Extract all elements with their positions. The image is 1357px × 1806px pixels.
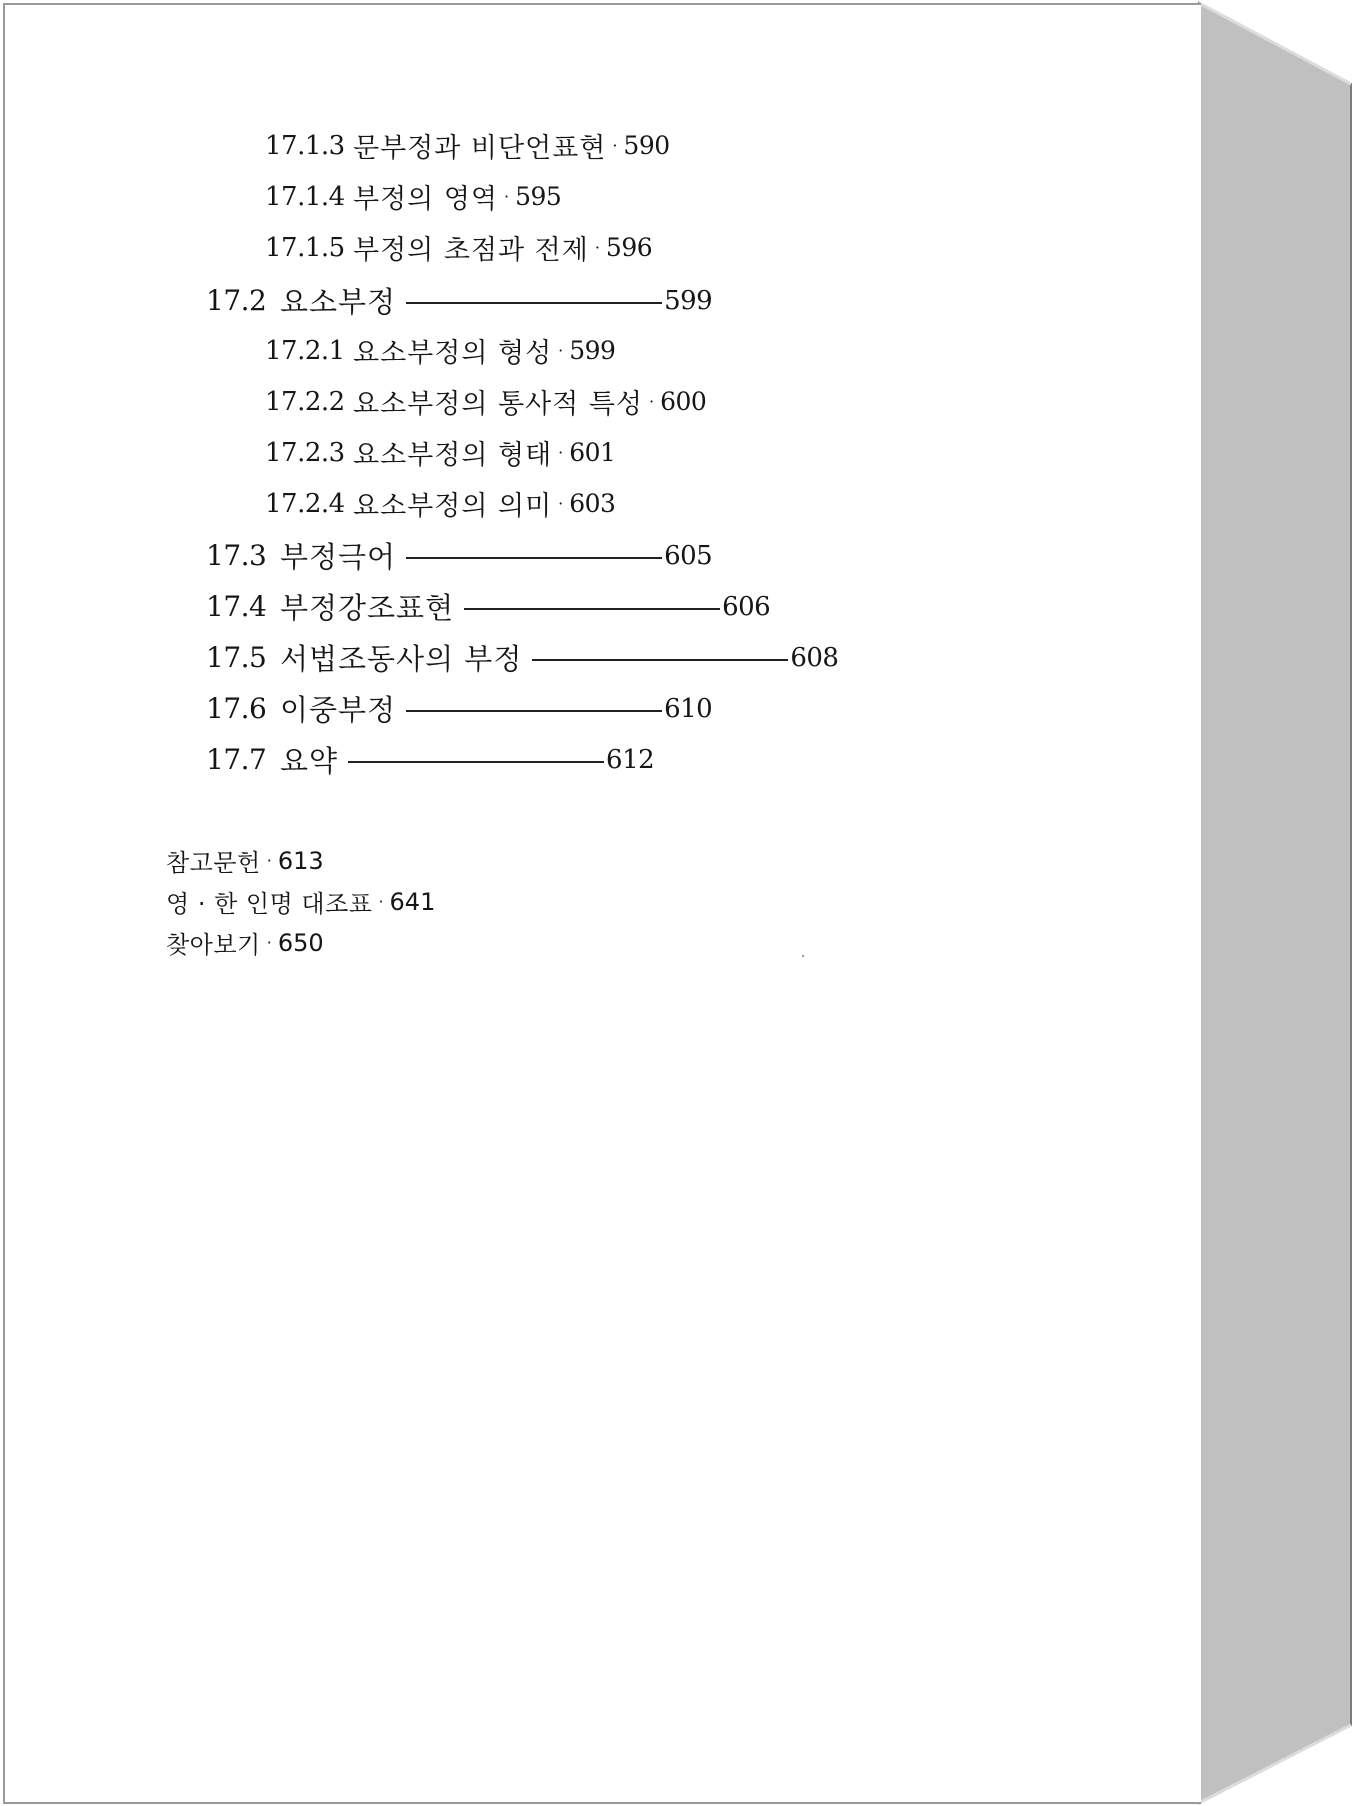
entry-title: 요소부정의 형태 (353, 440, 553, 471)
toc-entry-17-6[interactable] (206, 688, 712, 729)
entry-title: 요소부정 (280, 285, 397, 319)
entry-title: 요소부정의 통사적 특성 (353, 389, 643, 420)
entry-separator: · (266, 851, 272, 870)
entry-title: 서법조동사의 부정 (280, 642, 523, 676)
entry-number: 17.1.4 (265, 181, 345, 212)
toc-entry-17-2-3[interactable] (265, 433, 615, 472)
entry-separator: · (558, 443, 564, 462)
toc-entry-17-1-3[interactable] (265, 126, 670, 165)
entry-title: 요약 (280, 744, 339, 778)
leader-line (406, 557, 662, 559)
entry-number: 17.1.5 (265, 232, 345, 263)
toc-entry-17-5[interactable] (206, 637, 838, 678)
entry-separator: · (266, 933, 272, 952)
toc-entry-17-2-1[interactable] (265, 331, 615, 370)
toc-entry-17-2-2[interactable] (265, 382, 706, 421)
entry-number: 17.2.1 (265, 335, 345, 366)
entry-title: 요소부정의 형성 (353, 338, 553, 369)
entry-page: 599 (569, 336, 616, 365)
entry-title: 요소부정의 의미 (353, 491, 553, 522)
entry-title: 문부정과 비단언표현 (353, 133, 607, 164)
entry-title: 부정극어 (280, 540, 397, 574)
entry-page: 641 (389, 887, 436, 916)
entry-number: 17.6 (206, 692, 267, 725)
entry-separator: · (504, 187, 510, 206)
entry-page: 601 (569, 438, 616, 467)
leader-line (532, 659, 788, 661)
entry-page: 610 (664, 693, 713, 724)
toc-entry-17-7[interactable] (206, 739, 654, 780)
toc-entry-17-4[interactable] (206, 586, 770, 627)
entry-title: 부정의 초점과 전제 (353, 235, 589, 266)
entry-number: 17.2.2 (265, 386, 345, 417)
toc-entry-index[interactable] (166, 925, 324, 960)
toc-entry-17-2[interactable] (206, 280, 712, 321)
entry-page: 599 (664, 285, 713, 316)
leader-line (348, 761, 604, 763)
entry-number: 17.1.3 (265, 130, 345, 161)
entry-page: 612 (606, 744, 655, 775)
entry-separator: · (558, 341, 564, 360)
entry-page: 596 (605, 233, 653, 262)
entry-title: 참고문헌 (166, 849, 261, 877)
toc-entry-17-3[interactable] (206, 535, 712, 576)
entry-separator: · (649, 392, 655, 411)
entry-page: 590 (623, 131, 670, 160)
entry-title: 영 · 한 인명 대조표 (166, 890, 373, 918)
entry-separator: · (558, 494, 564, 513)
toc-entry-references[interactable] (166, 843, 324, 878)
entry-page: 606 (722, 591, 771, 622)
entry-number: 17.4 (206, 590, 267, 623)
leader-line (406, 710, 662, 712)
entry-separator: · (612, 136, 618, 155)
entry-title: 찾아보기 (166, 931, 261, 959)
leader-line (406, 302, 662, 304)
entry-separator: · (378, 892, 384, 911)
toc-entry-17-1-5[interactable] (265, 228, 652, 267)
entry-page: 605 (664, 540, 713, 571)
book-spine-face (1199, 3, 1351, 1803)
entry-title: 부정강조표현 (280, 591, 455, 625)
entry-page: 613 (277, 846, 324, 875)
entry-number: 17.2.4 (265, 488, 345, 519)
entry-number: 17.7 (206, 743, 267, 776)
entry-number: 17.3 (206, 539, 267, 572)
entry-page: 595 (515, 182, 562, 211)
entry-page: 608 (790, 642, 839, 673)
entry-number: 17.2.3 (265, 437, 345, 468)
entry-page: 603 (569, 489, 616, 518)
scan-speck (802, 955, 804, 957)
toc-entry-17-1-4[interactable] (265, 177, 561, 216)
entry-title: 이중부정 (280, 693, 397, 727)
leader-line (464, 608, 720, 610)
entry-page: 650 (277, 928, 324, 957)
entry-page: 600 (660, 387, 707, 416)
entry-number: 17.2 (206, 284, 267, 317)
toc-entry-17-2-4[interactable] (265, 484, 615, 523)
entry-title: 부정의 영역 (353, 184, 498, 215)
toc-entry-name-index[interactable] (166, 884, 435, 919)
entry-separator: · (594, 238, 600, 257)
entry-number: 17.5 (206, 641, 267, 674)
